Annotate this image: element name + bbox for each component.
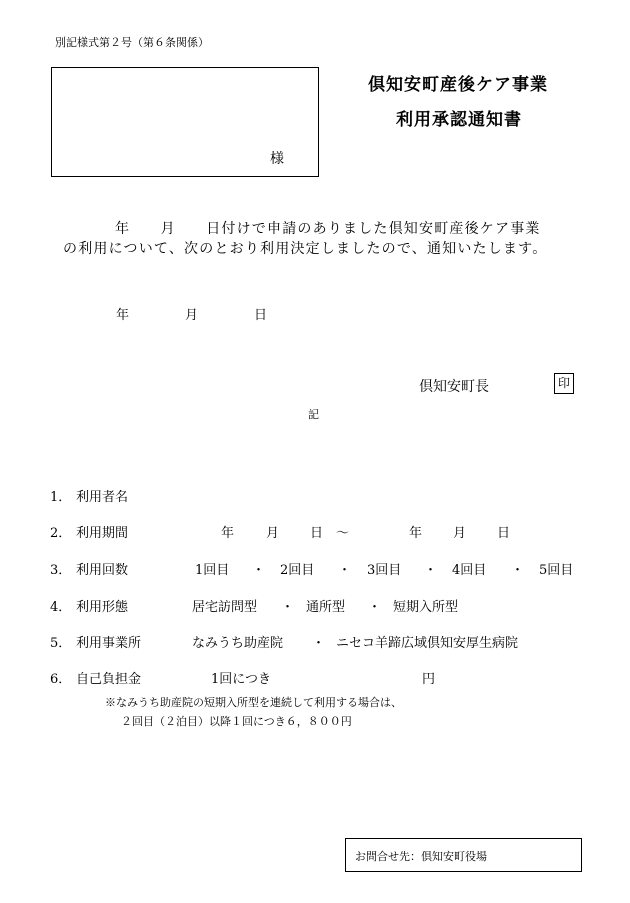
copay-unit: 円 (422, 672, 436, 687)
period-start-month: 月 (266, 526, 280, 541)
period-end-month: 月 (453, 526, 467, 541)
count-option-1: 1回目 (195, 563, 230, 578)
item-number: 6． (50, 672, 72, 687)
item-number: 4． (50, 600, 72, 615)
document-subtitle: 利用承認通知書 (396, 110, 522, 130)
type-option-home-visit: 居宅訪問型 (192, 600, 258, 615)
period-start-year: 年 (221, 526, 235, 541)
period-end-year: 年 (409, 526, 423, 541)
count-option-2: 2回目 (280, 563, 315, 578)
item-label-user-name: 利用者名 (76, 490, 129, 505)
item-number: 2． (50, 526, 72, 541)
option-separator: ・ (338, 563, 352, 578)
item-number: 3． (50, 563, 72, 578)
option-separator: ・ (424, 563, 438, 578)
option-separator: ・ (281, 600, 295, 615)
addressee-honorific: 様 (270, 151, 284, 167)
issue-date-year: 年 (116, 308, 130, 323)
facility-option-namiuchi: なみうち助産院 (192, 636, 284, 651)
issue-date-month: 月 (185, 308, 199, 323)
option-separator: ・ (368, 600, 382, 615)
document-title: 倶知安町産後ケア事業 (368, 75, 548, 95)
seal-stamp: 印 (554, 373, 574, 394)
facility-option-kosei-hospital: ニセコ羊蹄広域倶知安厚生病院 (336, 636, 519, 651)
item-number: 5． (50, 636, 72, 651)
issue-date-day: 日 (254, 308, 268, 323)
type-option-day-service: 通所型 (306, 600, 346, 615)
ki-marker: 記 (308, 408, 319, 421)
addressee-box (51, 67, 319, 177)
period-tilde: ～ (336, 526, 350, 541)
item-label-count: 利用回数 (76, 563, 129, 578)
copay-per-visit: 1回につき (211, 672, 272, 687)
count-option-5: 5回目 (539, 563, 574, 578)
option-separator: ・ (312, 636, 326, 651)
note-line-1: ※なみうち助産院の短期入所型を連続して利用する場合は、 (105, 696, 402, 709)
type-option-short-stay: 短期入所型 (393, 600, 459, 615)
contact-text: お問合せ先：倶知安町役場 (355, 850, 487, 863)
period-start-day: 日 (310, 526, 324, 541)
item-label-period: 利用期間 (76, 526, 129, 541)
period-end-day: 日 (497, 526, 511, 541)
option-separator: ・ (511, 563, 525, 578)
item-label-facility: 利用事業所 (76, 636, 142, 651)
body-line-2: の利用について、次のとおり利用決定しましたので、通知いたします。 (63, 241, 548, 257)
note-line-2: ２回目（２泊目）以降１回につき６，８００円 (121, 715, 352, 728)
count-option-4: 4回目 (452, 563, 487, 578)
count-option-3: 3回目 (367, 563, 402, 578)
form-label: 別記様式第２号（第６条関係） (55, 36, 209, 49)
item-label-copay: 自己負担金 (76, 672, 142, 687)
issuer-name: 倶知安町長 (419, 379, 489, 395)
item-number: 1． (50, 490, 72, 505)
option-separator: ・ (252, 563, 266, 578)
item-label-type: 利用形態 (76, 600, 129, 615)
contact-box (345, 838, 582, 872)
body-line-1: 年 月 日付けで申請のありました倶知安町産後ケア事業 (115, 221, 541, 237)
